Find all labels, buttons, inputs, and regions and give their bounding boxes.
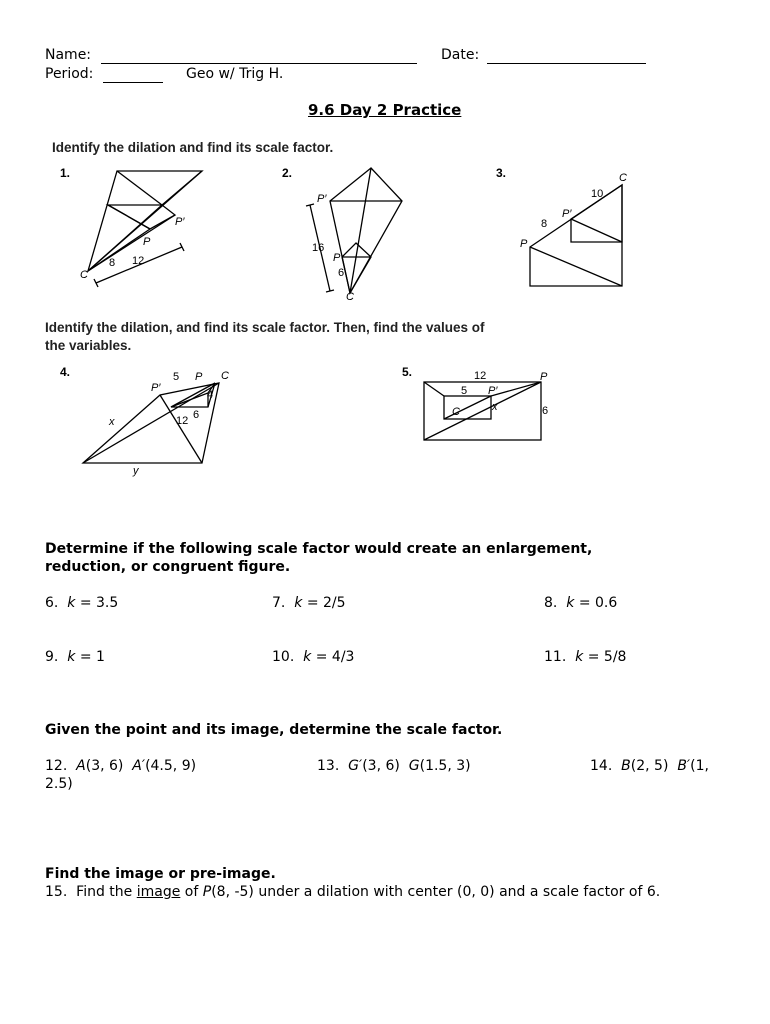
problem-9: 9. k = 1 [45, 649, 105, 665]
fig3-label-p: P [520, 238, 528, 250]
fig1-label-12: 12 [132, 255, 145, 267]
section3-instruction-line1: Determine if the following scale factor would create an enlargement, [45, 541, 593, 557]
section1-instruction: Identify the dilation and find its scale factor. [52, 140, 334, 155]
figure-1-diagram [70, 165, 220, 300]
fig4-label-5: 5 [173, 371, 180, 383]
fig3-label-10: 10 [591, 188, 604, 200]
name-label: Name: [45, 47, 92, 63]
section2-instruction-line1: Identify the dilation, and find its scale factor. Then, find the values of [45, 320, 485, 335]
fig4-label-pprime: P′ [151, 382, 161, 394]
page-title: 9.6 Day 2 Practice [308, 101, 462, 119]
fig5-label-6: 6 [542, 405, 549, 417]
fig4-label-12: 12 [176, 415, 189, 427]
name-blank[interactable] [101, 63, 417, 64]
date-blank[interactable] [487, 63, 646, 64]
problem-13: 13. G′(3, 6) G(1.5, 3) [317, 758, 471, 774]
fig5-label-12: 12 [474, 370, 487, 382]
figure-2-diagram [300, 165, 410, 305]
problem-6: 6. k = 3.5 [45, 595, 119, 611]
fig5-label-pprime: P′ [488, 385, 498, 397]
problem-8: 8. k = 0.6 [544, 595, 618, 611]
fig3-label-pprime: P′ [562, 208, 572, 220]
fig4-label-p: P [195, 371, 203, 383]
period-blank[interactable] [103, 82, 163, 83]
fig5-label-p: P [540, 371, 548, 383]
figure-3-diagram [515, 165, 635, 295]
fig4-label-4: 4 [207, 389, 214, 401]
fig1-label-8: 8 [109, 257, 116, 269]
fig4-label-6: 6 [193, 409, 200, 421]
section3-instruction-line2: reduction, or congruent figure. [45, 559, 291, 575]
fig5-label-x: x [492, 401, 498, 413]
figure-1-number: 1. [60, 166, 71, 180]
figure-5-diagram [418, 365, 558, 450]
problem-7: 7. k = 2/5 [272, 595, 346, 611]
period-label: Period: [45, 66, 94, 82]
fig2-label-6: 6 [338, 267, 345, 279]
fig2-label-16: 16 [312, 242, 325, 254]
problem-11: 11. k = 5/8 [544, 649, 627, 665]
fig1-label-pprime: P′ [175, 216, 185, 228]
fig1-label-c: C [80, 269, 88, 281]
problem-15: 15. Find the image of P(8, -5) under a dilation with center (0, 0) and a scale factor of 6. [45, 884, 661, 900]
fig5-label-5: 5 [461, 385, 468, 397]
fig2-label-pprime: P′ [317, 193, 327, 205]
problem-10: 10. k = 4/3 [272, 649, 355, 665]
date-label: Date: [441, 47, 480, 63]
figure-4-number: 4. [60, 365, 71, 379]
problem-14-continuation: 2.5) [45, 776, 73, 792]
problem-14: 14. B(2, 5) B′(1, [590, 758, 709, 774]
fig5-label-c: C [452, 406, 460, 418]
section2-instruction-line2: the variables. [45, 338, 132, 353]
fig1-label-p: P [143, 236, 151, 248]
problem-12: 12. A(3, 6) A′(4.5, 9) [45, 758, 197, 774]
figure-2-number: 2. [282, 166, 293, 180]
fig3-label-c: C [619, 172, 627, 184]
fig4-label-y: y [133, 465, 139, 477]
fig2-label-p: P [333, 252, 341, 264]
fig4-label-x: x [109, 416, 115, 428]
figure-5-number: 5. [402, 365, 413, 379]
section4-instruction: Given the point and its image, determine the scale factor. [45, 722, 503, 738]
course-label: Geo w/ Trig H. [186, 66, 284, 82]
section5-heading: Find the image or pre-image. [45, 866, 276, 882]
fig4-label-c: C [221, 370, 229, 382]
fig2-label-c: C [346, 291, 354, 303]
figure-4-diagram [75, 365, 240, 480]
figure-3-number: 3. [496, 166, 507, 180]
fig3-label-8: 8 [541, 218, 548, 230]
